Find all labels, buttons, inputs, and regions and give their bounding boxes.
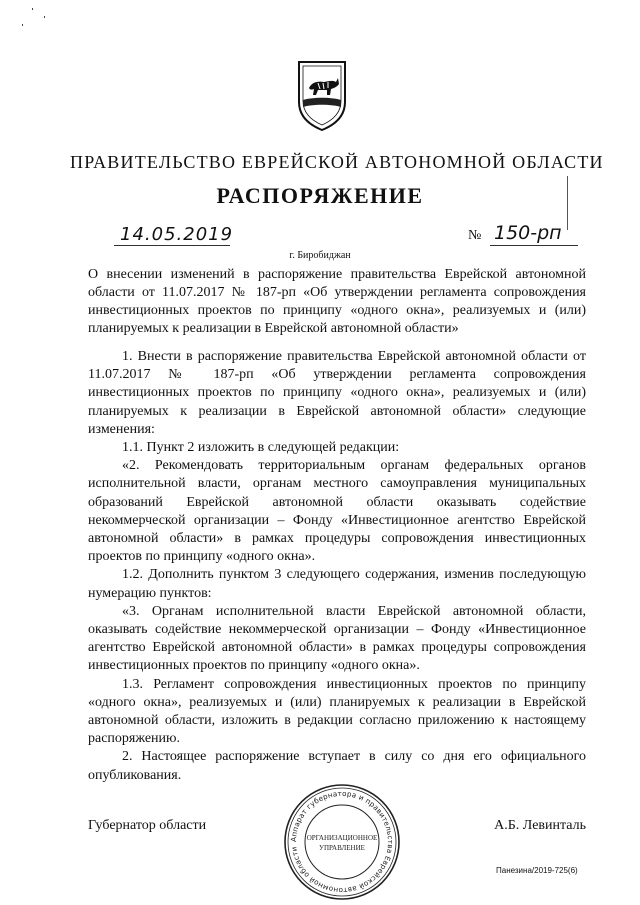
paragraph: «3. Органам исполнительной власти Еврейской автономной области, оказывать содействие некоммерческой организации – Фонду «Инвестиционное агентство Еврейской автономной области» в рамках процедуры сопровождения инвестиционных проектов по принципу «одного окна».	[88, 603, 586, 674]
document-subject: О внесении изменений в распоряжение правительства Еврейской автономной области от 11.07.2017 № 187-рп «Об утверждении регламента сопровождения инвестиционных проектов по принципу «одного окна», реализуемых и (или) планируемых к реализации в Еврейской автономной области»	[88, 267, 586, 336]
paragraph: «2. Рекомендовать территориальным органам федеральных органов исполнительной власти, органам местного самоуправления муниципальных образований Еврейской автономной области оказывать содействие некоммерческой организации – Фонду «Инвестиционное агентство Еврейской автономной области» в рамках процедуры сопровождения инвестиционных проектов по принципу «одного окна».	[88, 458, 586, 565]
paragraph: 1.3. Регламент сопровождения инвестиционных проектов по принципу «одного окна», реализуемых и (или) планируемых к реализации в Еврейской автономной области, изложить в редакции согласно приложению к настоящему распоряжению.	[88, 676, 586, 747]
document-body	[88, 348, 586, 785]
paragraph: 1. Внести в распоряжение правительства Еврейской автономной области от 11.07.2017 № 187-рп «Об утверждении регламента сопровождения инвестиционных проектов по принципу «одного окна», реализуемых и (или) планируемых к реализации в Еврейской автономной области» следующие изменения:	[88, 349, 586, 437]
signatory-title: Губернатор области	[88, 818, 207, 833]
scan-speck	[32, 8, 33, 10]
document-type-heading: РАСПОРЯЖЕНИЕ	[216, 183, 424, 208]
number-sign: №	[468, 228, 482, 243]
signatory-name: А.Б. Левинталь	[494, 818, 586, 833]
date-field	[120, 224, 234, 245]
paragraph: 1.2. Дополнить пунктом 3 следующего содержания, изменив последующую нумерацию пунктов:	[88, 567, 586, 601]
stamp-ring-text: Аппарат губернатора и правительства Еврейской автономной области	[288, 788, 396, 896]
handwritten-date: 14.05.2019	[120, 224, 234, 245]
city-line: г. Биробиджан	[289, 250, 351, 261]
stamp-center-line1: ОРГАНИЗАЦИОННОЕ	[306, 834, 378, 842]
government-name: ПРАВИТЕЛЬСТВО ЕВРЕЙСКОЙ АВТОНОМНОЙ ОБЛАСТИ	[70, 152, 604, 172]
date-underline	[114, 245, 230, 246]
coat-of-arms-emblem	[296, 60, 348, 132]
number-underline	[490, 245, 578, 246]
margin-mark	[567, 176, 568, 230]
stamp-center-line2: УПРАВЛЕНИЕ	[319, 844, 365, 852]
official-stamp	[282, 782, 402, 902]
paragraph: 1.1. Пункт 2 изложить в следующей редакции:	[122, 440, 400, 456]
file-reference-code: Панезина/2019-725(6)	[496, 866, 578, 875]
handwritten-number: 150-рп	[494, 222, 562, 244]
scan-speck	[22, 24, 23, 26]
paragraph: 2. Настоящее распоряжение вступает в силу со дня его официального опубликования.	[88, 749, 586, 783]
scan-speck	[44, 16, 45, 18]
